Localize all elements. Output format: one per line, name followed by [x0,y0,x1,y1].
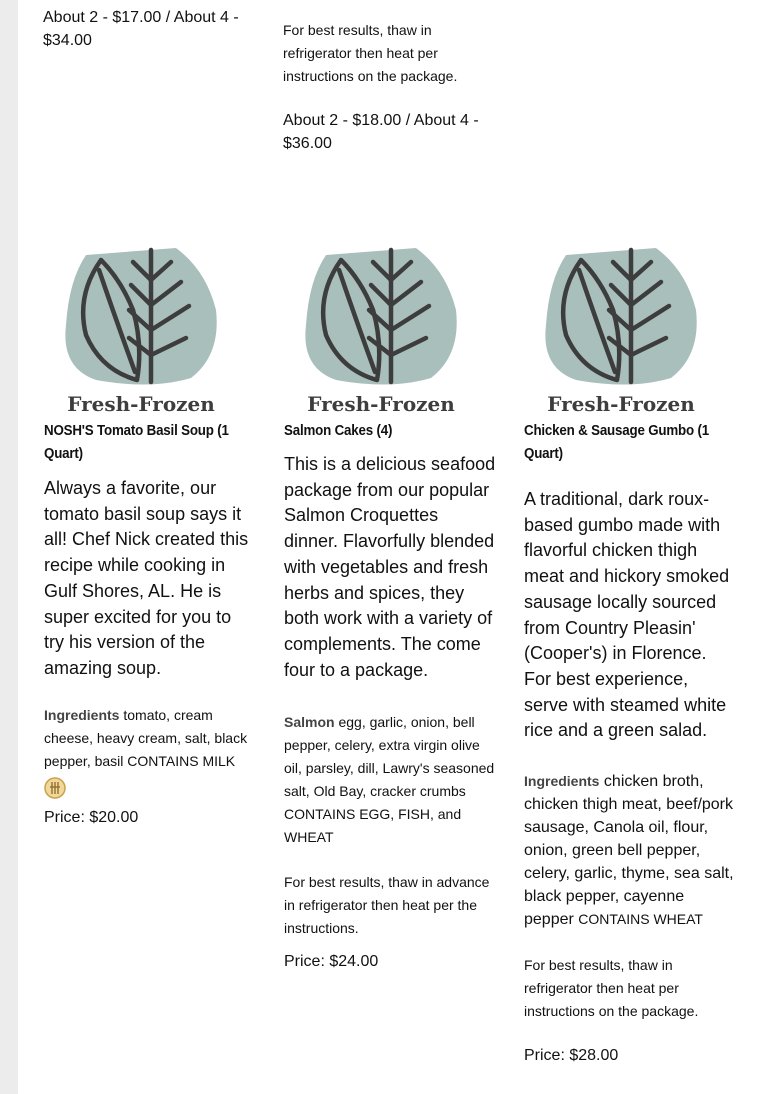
ingredients-text: chicken broth, chicken thigh meat, beef/pork sausage, Canola oil, flour, onion, green bell pepper, celery, garlic, thyme, sea salt, black pepper, cayenne pepper [524,773,734,929]
product-title[interactable]: Chicken & Sausage Gumbo (1 Quart) [524,423,709,462]
ingredients-text: tomato, cream cheese, heavy cream, salt, black pepper, basil CONTAINS MILK [44,706,248,769]
top-col1-price: About 2 - $17.00 / About 4 - $34.00 [43,9,239,49]
ingredients-label: Ingredients [524,773,600,790]
product-price: Price: $28.00 [524,1047,619,1065]
product-ingredients [44,704,256,773]
top-col2-price: About 2 - $18.00 / About 4 - $36.00 [283,112,479,152]
product-ingredients [284,711,496,849]
product-card-chicken-sausage-gumbo [524,240,736,1067]
logo-text: Fresh-Frozen [307,392,455,416]
ingredients-text: egg, garlic, onion, bell pepper, celery, extra virgin olive oil, parsley, dill, Lawry's seasoned salt, Old Bay, cracker crumbs CONTAINS EGG, FISH, and WHEAT [284,714,495,846]
product-title[interactable]: NOSH'S Tomato Basil Soup (1 Quart) [44,423,229,462]
product-description: Always a favorite, our tomato basil soup says it all! Chef Nick created this recipe while cooking in Gulf Shores, AL. He is super excited for you to try his version of the amazing soup. [44,478,249,678]
ingredients-label: Ingredients [44,706,120,723]
product-ingredients [524,770,736,931]
top-col2-note: For best results, thaw in refrigerator then heat per instructions on the package. [283,22,458,84]
gluten-badge-icon [44,777,66,799]
product-title[interactable]: Salmon Cakes (4) [284,423,393,439]
product-card-salmon-cakes [284,240,496,973]
fresh-frozen-logo-icon [41,240,241,420]
product-note: For best results, thaw in advance in refrigerator then heat per the instructions. [284,874,490,937]
fresh-frozen-logo-icon [281,240,481,420]
product-price: Price: $20.00 [44,808,139,826]
product-price: Price: $24.00 [284,953,379,971]
product-description: This is a delicious seafood package from our popular Salmon Croquettes dinner. Flavorfully blended with vegetables and fresh herbs and spices, they both work with a variety of complements. The come four to a package. [284,454,496,680]
contains-text: CONTAINS WHEAT [578,911,703,928]
product-description: A traditional, dark roux-based gumbo made with flavorful chicken thigh meat and hickory smoked sausage locally sourced from Country Pleasin' (Cooper's) in Florence. For best experience, serve with steamed white rice and a green salad. [524,489,730,741]
product-note: For best results, thaw in refrigerator then heat per instructions on the package. [524,957,699,1020]
logo-text: Fresh-Frozen [547,392,695,416]
logo-text: Fresh-Frozen [67,392,215,416]
fresh-frozen-logo-icon [521,240,721,420]
product-card-tomato-basil-soup [44,240,256,829]
ingredients-label: Salmon [284,714,335,731]
left-gutter [0,0,18,1094]
